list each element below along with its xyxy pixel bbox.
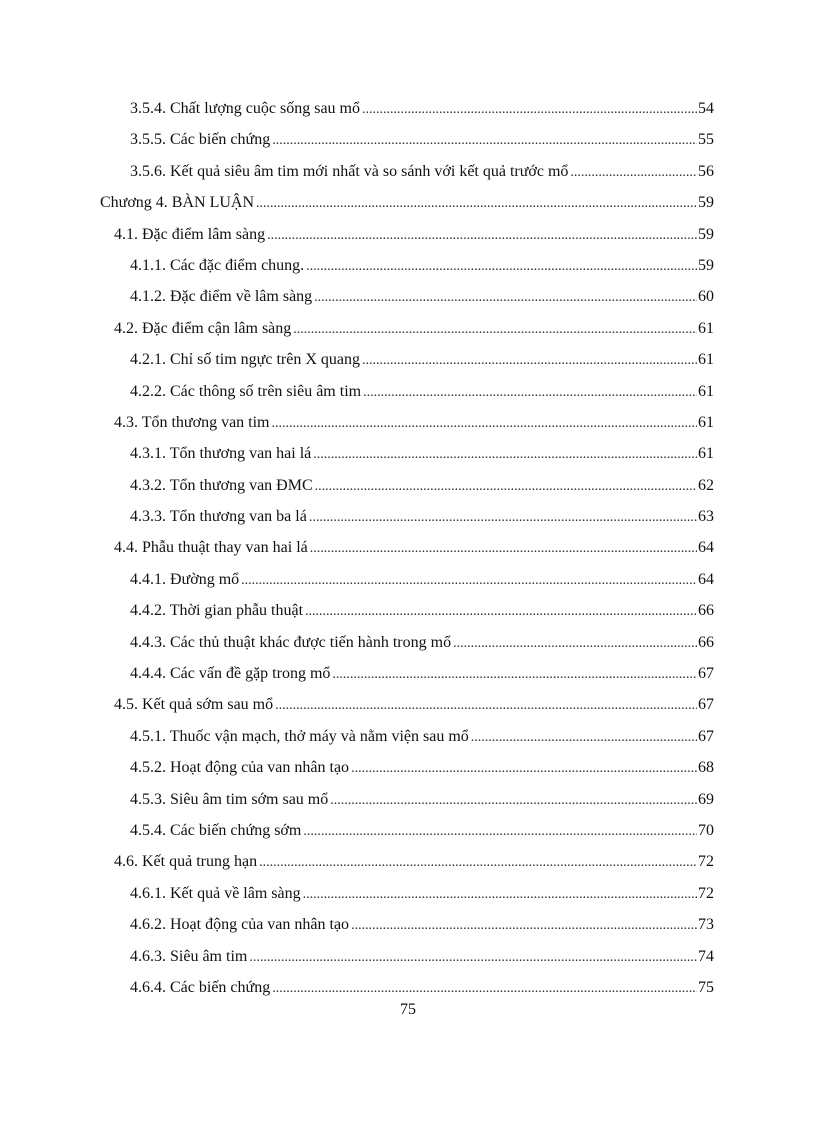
- toc-entry[interactable]: [0, 941, 816, 972]
- toc-entry-title: 4.4.2. Thời gian phẫu thuật: [130, 602, 304, 620]
- page-number: 75: [400, 1001, 416, 1018]
- toc-entry-title: 4.5.4. Các biến chứng sớm: [130, 821, 302, 839]
- dot-leader: [570, 157, 697, 188]
- toc-entry-page: 72: [698, 853, 714, 871]
- toc-entry[interactable]: [0, 344, 816, 375]
- toc-entry-title: 4.6.3. Siêu âm tim: [130, 947, 248, 965]
- dot-leader: [249, 942, 697, 973]
- toc-entry-page: 64: [698, 539, 714, 557]
- toc-entry[interactable]: [0, 721, 816, 752]
- toc-entry-title: 4.4. Phẫu thuật thay van hai lá: [114, 539, 308, 557]
- toc-entry-title: 4.5.2. Hoạt động của van nhân tạo: [130, 759, 350, 777]
- dot-leader: [303, 816, 697, 847]
- toc-entry[interactable]: [0, 909, 816, 940]
- toc-entry[interactable]: [0, 376, 816, 407]
- toc-entry-page: 61: [698, 351, 714, 369]
- dot-leader: [351, 910, 697, 941]
- toc-entry-page: 66: [698, 633, 714, 651]
- toc-entry-title: 4.6. Kết quả trung hạn: [114, 853, 258, 871]
- dot-leader: [314, 282, 697, 313]
- dot-leader: [259, 847, 697, 878]
- toc-entry[interactable]: [0, 407, 816, 438]
- toc-entry-page: 67: [698, 727, 714, 745]
- dot-leader: [272, 125, 697, 156]
- toc-entry-page: 66: [698, 602, 714, 620]
- toc-entry-page: 67: [698, 696, 714, 714]
- toc-entry-page: 62: [698, 476, 714, 494]
- dot-leader: [310, 533, 697, 564]
- toc-entry[interactable]: [0, 532, 816, 563]
- dot-leader: [293, 314, 697, 345]
- dot-leader: [315, 471, 697, 502]
- toc-entry-title: 4.3.2. Tổn thương van ĐMC: [130, 476, 313, 494]
- toc-entry-title: 4.3. Tổn thương van tim: [114, 413, 270, 431]
- toc-entry-title: 4.2.2. Các thông số trên siêu âm tim: [130, 382, 362, 400]
- toc-entry-page: 64: [698, 570, 714, 588]
- toc-entry-page: 61: [698, 382, 714, 400]
- dot-leader: [313, 439, 697, 470]
- toc-entry-page: 63: [698, 508, 714, 526]
- toc-entry[interactable]: [0, 187, 816, 218]
- toc-entry-title: 4.5.1. Thuốc vận mạch, thở máy và nằm viện sau mổ: [130, 727, 469, 745]
- toc-entry[interactable]: [0, 438, 816, 469]
- toc-entry-title: 4.4.1. Đường mổ: [130, 570, 240, 588]
- dot-leader: [332, 659, 697, 690]
- toc-entry-page: 59: [698, 256, 714, 274]
- toc-entry-page: 55: [698, 131, 714, 149]
- toc-entry-title: Chương 4. BÀN LUẬN: [100, 194, 255, 212]
- toc-entry[interactable]: [0, 784, 816, 815]
- table-of-contents: [0, 93, 816, 1003]
- dot-leader: [362, 94, 697, 125]
- toc-entry[interactable]: [0, 878, 816, 909]
- toc-entry[interactable]: [0, 627, 816, 658]
- toc-entry-title: 3.5.6. Kết quả siêu âm tim mới nhất và so sánh với kết quả trước mổ: [130, 162, 569, 180]
- toc-entry[interactable]: [0, 564, 816, 595]
- toc-entry-page: 70: [698, 821, 714, 839]
- toc-entry-title: 4.1.2. Đặc điểm về lâm sàng: [130, 288, 313, 306]
- toc-entry-page: 61: [698, 413, 714, 431]
- toc-entry-page: 61: [698, 319, 714, 337]
- toc-entry-page: 59: [698, 225, 714, 243]
- toc-entry-page: 74: [698, 947, 714, 965]
- toc-entry-title: 4.6.1. Kết quả về lâm sàng: [130, 884, 301, 902]
- toc-entry-page: 73: [698, 916, 714, 934]
- toc-entry-page: 69: [698, 790, 714, 808]
- toc-entry[interactable]: [0, 815, 816, 846]
- toc-entry-page: 56: [698, 162, 714, 180]
- toc-entry[interactable]: [0, 846, 816, 877]
- toc-entry[interactable]: [0, 313, 816, 344]
- dot-leader: [351, 753, 697, 784]
- toc-entry[interactable]: [0, 658, 816, 689]
- dot-leader: [453, 628, 697, 659]
- dot-leader: [306, 251, 697, 282]
- toc-entry-title: 4.4.4. Các vấn đề gặp trong mổ: [130, 665, 331, 683]
- toc-entry-page: 75: [698, 978, 714, 996]
- dot-leader: [241, 565, 697, 596]
- toc-entry[interactable]: [0, 752, 816, 783]
- toc-entry[interactable]: [0, 250, 816, 281]
- dot-leader: [275, 690, 697, 721]
- toc-entry-title: 4.4.3. Các thủ thuật khác được tiến hành trong mổ: [130, 633, 452, 651]
- toc-entry[interactable]: [0, 470, 816, 501]
- toc-entry-page: 59: [698, 194, 714, 212]
- toc-entry-title: 4.5.3. Siêu âm tim sớm sau mổ: [130, 790, 329, 808]
- dot-leader: [362, 345, 697, 376]
- toc-entry-title: 4.2. Đặc điểm cận lâm sàng: [114, 319, 292, 337]
- toc-entry-page: 60: [698, 288, 714, 306]
- toc-entry-title: 3.5.5. Các biến chứng: [130, 131, 271, 149]
- dot-leader: [305, 596, 697, 627]
- dot-leader: [267, 220, 697, 251]
- dot-leader: [272, 408, 698, 439]
- toc-entry-title: 4.5. Kết quả sớm sau mổ: [114, 696, 274, 714]
- toc-entry[interactable]: [0, 219, 816, 250]
- dot-leader: [309, 502, 697, 533]
- dot-leader: [471, 722, 697, 753]
- dot-leader: [363, 377, 697, 408]
- toc-entry-title: 4.2.1. Chỉ số tim ngực trên X quang: [130, 351, 360, 369]
- toc-entry-page: 54: [698, 100, 714, 117]
- toc-entry-title: 4.6.4. Các biến chứng: [130, 978, 271, 996]
- toc-entry-title: 4.1.1. Các đặc điểm chung.: [130, 256, 305, 274]
- toc-entry-page: 72: [698, 884, 714, 902]
- toc-entry-title: 4.6.2. Hoạt động của van nhân tạo: [130, 916, 350, 934]
- toc-entry[interactable]: [0, 501, 816, 532]
- toc-entry[interactable]: [0, 689, 816, 720]
- dot-leader: [330, 785, 697, 816]
- toc-entry-page: 61: [698, 445, 714, 463]
- toc-entry-title: 4.3.1. Tổn thương van hai lá: [130, 445, 312, 463]
- toc-entry[interactable]: [0, 93, 816, 124]
- toc-entry-page: 68: [698, 759, 714, 777]
- dot-leader: [256, 188, 697, 219]
- toc-entry-title: 4.3.3. Tổn thương van ba lá: [130, 508, 307, 526]
- toc-entry[interactable]: [0, 124, 816, 155]
- toc-entry-title: 4.1. Đặc điểm lâm sàng: [114, 225, 266, 243]
- toc-entry[interactable]: [0, 595, 816, 626]
- toc-entry[interactable]: [0, 281, 816, 312]
- dot-leader: [303, 879, 697, 910]
- toc-entry-page: 67: [698, 665, 714, 683]
- toc-entry[interactable]: [0, 156, 816, 187]
- toc-entry-title: 3.5.4. Chất lượng cuộc sống sau mổ: [130, 100, 360, 117]
